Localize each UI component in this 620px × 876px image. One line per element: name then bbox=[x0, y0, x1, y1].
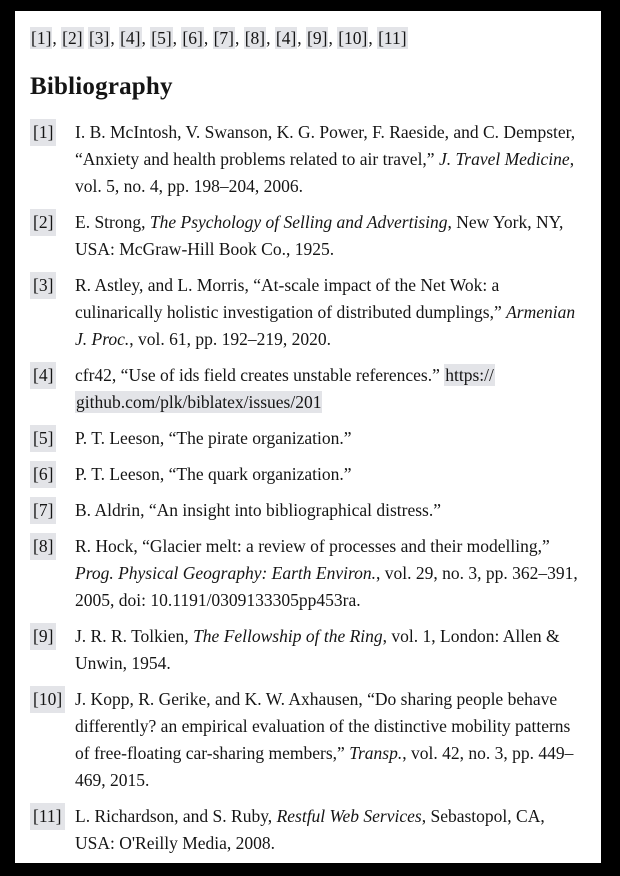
text-segment: , Sebastopol, CA, USA: O'Reilly Media, 2008. bbox=[75, 806, 545, 853]
reference-text bbox=[75, 272, 581, 353]
text-segment: Restful Web Services bbox=[276, 806, 422, 826]
text-segment: R. Hock, “Glacier melt: a review of processes and their modelling,” bbox=[75, 536, 550, 556]
link-highlight[interactable]: [9] bbox=[307, 28, 328, 48]
text-segment: J. R. R. Tolkien, bbox=[75, 626, 194, 646]
text-segment: , bbox=[328, 28, 338, 48]
link-highlight[interactable]: https:// bbox=[445, 365, 494, 385]
reference-item bbox=[30, 533, 581, 614]
reference-label-cell bbox=[30, 497, 75, 524]
text-segment: , vol. 5, no. 4, pp. 198–204, 2006. bbox=[75, 149, 575, 196]
text-segment: , bbox=[141, 28, 151, 48]
reference-label-cell bbox=[30, 362, 75, 416]
text-segment: The Psychology of Selling and Advertising bbox=[149, 212, 448, 232]
reference-item bbox=[30, 425, 581, 452]
text-segment: The Fellowship of the Ring bbox=[193, 626, 383, 646]
link-highlight[interactable]: [1] bbox=[31, 28, 52, 48]
reference-label-cell bbox=[30, 803, 75, 857]
reference-item bbox=[30, 686, 581, 794]
text-segment: , vol. 1, London: Allen & Unwin, 1954. bbox=[75, 626, 560, 673]
reference-label-link[interactable]: [2] bbox=[30, 209, 56, 236]
link-highlight[interactable]: [7] bbox=[213, 28, 234, 48]
reference-label-link[interactable]: [11] bbox=[30, 803, 65, 830]
reference-label-cell bbox=[30, 533, 75, 614]
text-segment: J. Travel Medicine bbox=[438, 149, 570, 169]
text-segment: , bbox=[172, 28, 182, 48]
text-segment: , vol. 42, no. 3, pp. 449–469, 2015. bbox=[75, 743, 574, 790]
document-page bbox=[15, 11, 601, 863]
reference-text bbox=[75, 497, 581, 524]
text-segment: , vol. 29, no. 3, pp. 362–391, 2005, doi: 10.1191/0309133305pp453ra. bbox=[75, 563, 578, 610]
reference-label-link[interactable]: [6] bbox=[30, 461, 56, 488]
text-segment: , bbox=[52, 28, 62, 48]
text-segment: J. Kopp, R. Gerike, and K. W. Axhausen, “Do sharing people behave differently? an empirical evaluation of the distinctive mobility patterns of free-floating car-sharing members,” bbox=[75, 689, 571, 763]
link-highlight[interactable]: [3] bbox=[88, 28, 110, 48]
reference-item bbox=[30, 119, 581, 200]
reference-text bbox=[75, 803, 581, 857]
reference-label-link[interactable]: [5] bbox=[30, 425, 56, 452]
reference-label-link[interactable]: [7] bbox=[30, 497, 56, 524]
reference-text bbox=[75, 461, 581, 488]
reference-text bbox=[75, 209, 581, 263]
reference-text bbox=[75, 686, 581, 794]
reference-text bbox=[75, 425, 581, 452]
bibliography-heading: Bibliography bbox=[30, 73, 173, 100]
reference-item bbox=[30, 803, 581, 857]
text-segment: , bbox=[266, 28, 275, 48]
reference-label-cell bbox=[30, 686, 75, 794]
reference-text bbox=[75, 533, 581, 614]
reference-text bbox=[75, 119, 581, 200]
link-highlight[interactable]: [5] bbox=[151, 28, 172, 48]
reference-label-cell bbox=[30, 623, 75, 677]
text-segment: , bbox=[297, 28, 307, 48]
reference-item bbox=[30, 623, 581, 677]
reference-label-cell bbox=[30, 119, 75, 200]
link-highlight[interactable]: [6] bbox=[182, 28, 203, 48]
link-highlight[interactable]: [8] bbox=[244, 28, 266, 48]
link-highlight[interactable]: github.com/plk/biblatex/issues/201 bbox=[76, 392, 322, 412]
reference-item bbox=[30, 209, 581, 263]
reference-label-link[interactable]: [8] bbox=[30, 533, 56, 560]
reference-text bbox=[75, 362, 581, 416]
text-segment: , New York, NY, USA: McGraw-Hill Book Co., 1925. bbox=[75, 212, 564, 259]
reference-label-cell bbox=[30, 461, 75, 488]
text-segment: B. Aldrin, “An insight into bibliographical distress.” bbox=[75, 500, 442, 520]
link-highlight[interactable]: [2] bbox=[62, 28, 83, 48]
reference-list bbox=[30, 119, 581, 857]
text-segment: Prog. Physical Geography: Earth Environ. bbox=[75, 563, 377, 583]
text-segment: P. T. Leeson, “The pirate organization.” bbox=[75, 428, 352, 448]
link-highlight[interactable]: [11] bbox=[378, 28, 407, 48]
text-segment: , vol. 61, pp. 192–219, 2020. bbox=[129, 329, 332, 349]
reference-item bbox=[30, 272, 581, 353]
reference-label-cell bbox=[30, 425, 75, 452]
reference-label-link[interactable]: [10] bbox=[30, 686, 65, 713]
reference-item bbox=[30, 461, 581, 488]
reference-label-link[interactable]: [1] bbox=[30, 119, 56, 146]
reference-label-link[interactable]: [9] bbox=[30, 623, 56, 650]
text-segment: , bbox=[203, 28, 213, 48]
text-segment: , bbox=[234, 28, 244, 48]
reference-label-link[interactable]: [3] bbox=[30, 272, 56, 299]
reference-item bbox=[30, 362, 581, 416]
reference-label-link[interactable]: [4] bbox=[30, 362, 56, 389]
text-segment: Armenian J. Proc. bbox=[75, 302, 576, 349]
reference-item bbox=[30, 497, 581, 524]
reference-text bbox=[75, 623, 581, 677]
text-segment: R. Astley, and L. Morris, “At-scale impact of the Net Wok: a culinarically holistic investigation of distributed dumplings,” bbox=[75, 275, 507, 322]
link-highlight[interactable]: [10] bbox=[338, 28, 368, 48]
reference-label-cell bbox=[30, 272, 75, 353]
text-segment: I. B. McIntosh, V. Swanson, K. G. Power, F. Raeside, and C. Dempster, “Anxiety and health problems related to air travel,” bbox=[75, 122, 576, 169]
citation-line bbox=[30, 27, 581, 50]
text-segment: Transp. bbox=[349, 743, 403, 763]
text-segment: L. Richardson, and S. Ruby, bbox=[75, 806, 277, 826]
link-highlight[interactable]: [4] bbox=[275, 28, 297, 48]
link-highlight[interactable]: [4] bbox=[120, 28, 141, 48]
text-segment: E. Strong, bbox=[75, 212, 150, 232]
text-segment: cfr42, “Use of ids field creates unstable references.” bbox=[75, 365, 445, 385]
text-segment: , bbox=[110, 28, 120, 48]
text-segment: P. T. Leeson, “The quark organization.” bbox=[75, 464, 352, 484]
text-segment: , bbox=[368, 28, 378, 48]
reference-label-cell bbox=[30, 209, 75, 263]
